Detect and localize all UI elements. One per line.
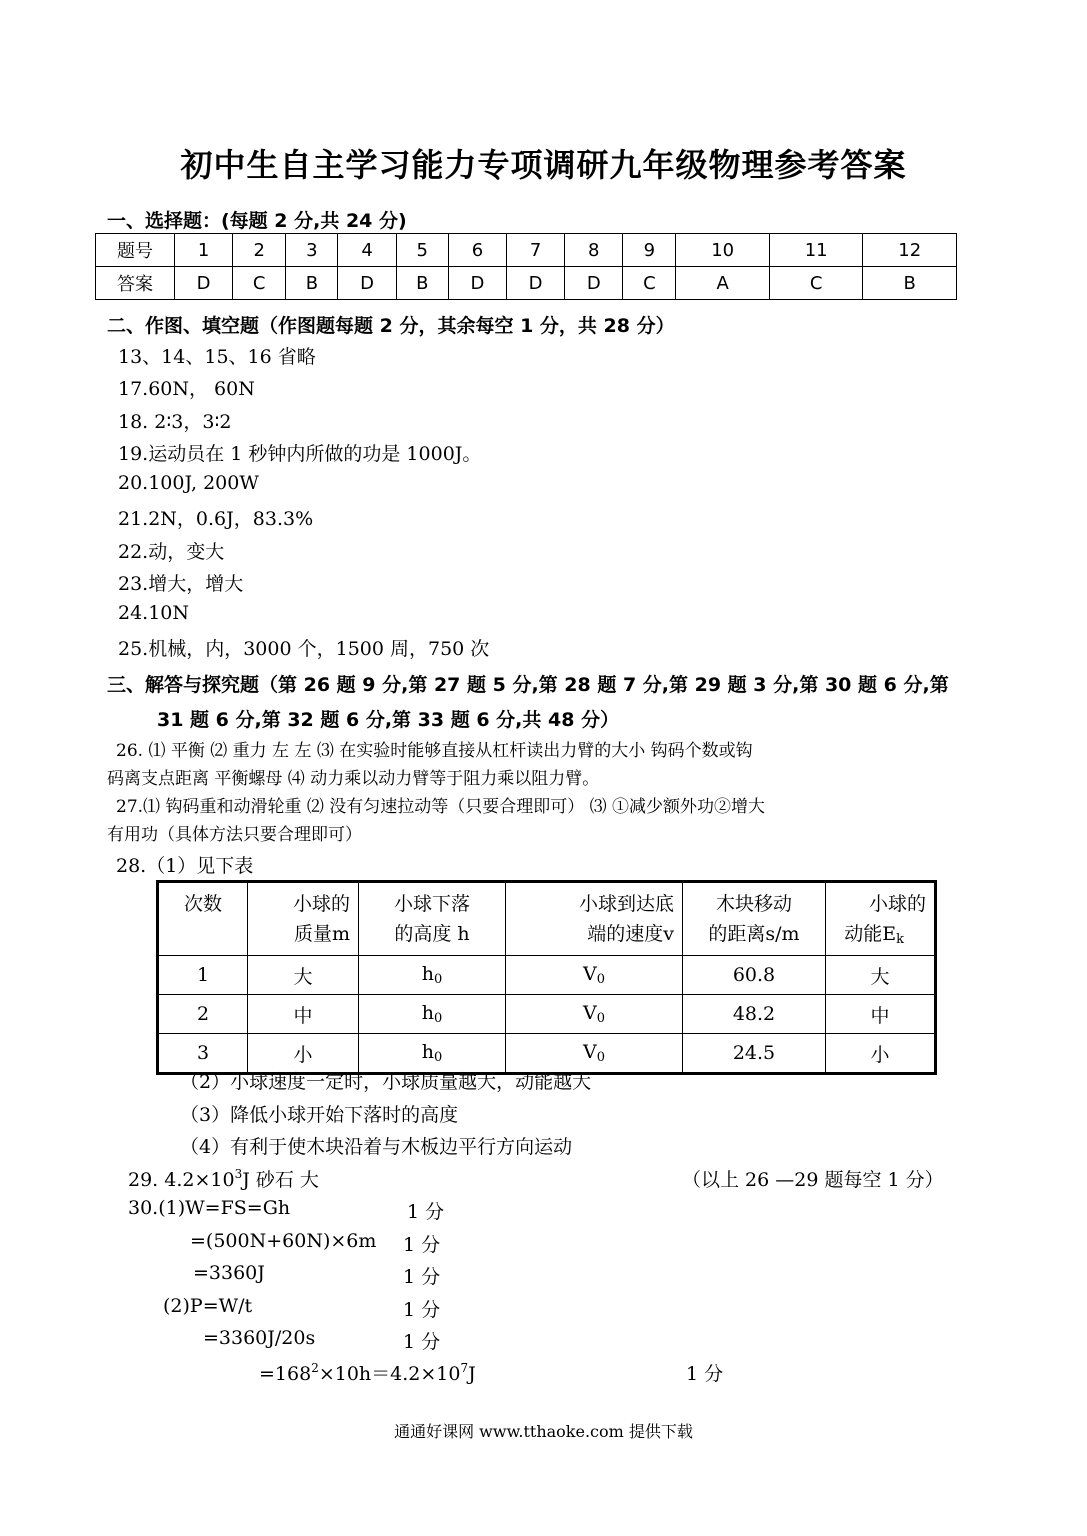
cell: 24.5 bbox=[683, 1034, 826, 1074]
header-cell bbox=[248, 882, 359, 956]
cell-text: h bbox=[421, 1041, 434, 1063]
q30-step: =3360J/20s bbox=[203, 1327, 316, 1349]
question-number: 7 bbox=[507, 234, 565, 267]
q30-step: =3360J bbox=[193, 1262, 265, 1284]
cell bbox=[506, 956, 683, 995]
answer-line: 19.运动员在 1 秒钟内所做的功是 1000J。 bbox=[118, 443, 482, 465]
experiment-table bbox=[156, 880, 937, 1075]
answer-line: 17.60N， 60N bbox=[118, 378, 255, 400]
superscript: 2 bbox=[311, 1361, 319, 1375]
q26-answer-cont: 码离支点距离 平衡螺母 ⑷ 动力乘以动力臂等于阻力乘以阻力臂。 bbox=[107, 769, 600, 789]
question-number: 11 bbox=[769, 234, 862, 267]
footer-credit: 通通好课网 www.tthaoke.com 提供下载 bbox=[394, 1422, 693, 1441]
q29-text: J 砂石 大 bbox=[242, 1169, 319, 1191]
q26-answer: 26. ⑴ 平衡 ⑵ 重力 左 左 ⑶ 在实验时能够直接从杠杆读出力臂的大小 钩码个数或钩 bbox=[116, 741, 753, 761]
question-number: 3 bbox=[286, 234, 338, 267]
subscript: 0 bbox=[596, 1050, 605, 1065]
cell bbox=[506, 995, 683, 1034]
subscript: 0 bbox=[596, 972, 605, 987]
answer-cell: D bbox=[565, 267, 623, 300]
cell: 2 bbox=[158, 995, 248, 1034]
section2-heading: 二、作图、填空题（作图题每题 2 分，其余每空 1 分，共 28 分） bbox=[107, 315, 675, 337]
q30-text: =168 bbox=[259, 1363, 312, 1385]
question-number: 5 bbox=[396, 234, 448, 267]
question-number: 6 bbox=[448, 234, 506, 267]
q28-note: （3）降低小球开始下落时的高度 bbox=[180, 1104, 459, 1126]
q30-step-last bbox=[259, 1359, 476, 1386]
answer-line: 24.10N bbox=[118, 602, 190, 624]
table-header-row bbox=[158, 882, 936, 956]
number-row bbox=[96, 234, 957, 267]
header-text: 的高度 h bbox=[394, 923, 470, 945]
header-cell bbox=[506, 882, 683, 956]
cell bbox=[359, 956, 506, 995]
cell: 48.2 bbox=[683, 995, 826, 1034]
answer-line: 13、14、15、16 省略 bbox=[118, 346, 316, 368]
q29-note: （以上 26 —29 题每空 1 分） bbox=[682, 1169, 944, 1191]
table-row bbox=[158, 956, 936, 995]
answer-cell: B bbox=[286, 267, 338, 300]
answer-line: 25.机械，内，3000 个，1500 周，750 次 bbox=[118, 638, 490, 660]
header-text: 端的速度v bbox=[587, 923, 674, 945]
header-text: 的距离s/m bbox=[708, 923, 800, 945]
page-title: 初中生自主学习能力专项调研九年级物理参考答案 bbox=[180, 146, 907, 184]
q30-step: (2)P=W/t bbox=[163, 1295, 253, 1317]
header-text: 小球的 bbox=[868, 893, 926, 915]
multiple-choice-table bbox=[95, 233, 957, 300]
cell: 3 bbox=[158, 1034, 248, 1074]
answer-line: 22.动，变大 bbox=[118, 541, 225, 563]
section3-heading-cont: 31 题 6 分,第 32 题 6 分,第 33 题 6 分,共 48 分） bbox=[157, 709, 620, 731]
header-text: 次数 bbox=[183, 893, 222, 915]
cell-text: V bbox=[582, 963, 597, 985]
q30-step: =(500N+60N)×6m bbox=[190, 1230, 377, 1252]
superscript: 3 bbox=[234, 1167, 243, 1181]
answer-cell: C bbox=[233, 267, 286, 300]
q30-score: 1 分 bbox=[407, 1201, 445, 1223]
answer-cell: A bbox=[676, 267, 769, 300]
subscript: k bbox=[896, 932, 904, 947]
q28-note: （4）有利于使木块沿着与木板边平行方向运动 bbox=[180, 1136, 573, 1158]
q30-score: 1 分 bbox=[403, 1331, 441, 1353]
cell: 大 bbox=[248, 956, 359, 995]
q30-score: 1 分 bbox=[686, 1363, 724, 1385]
subscript: 0 bbox=[433, 972, 443, 987]
answer-cell: D bbox=[448, 267, 506, 300]
answer-cell: D bbox=[507, 267, 565, 300]
cell-text: V bbox=[582, 1041, 597, 1063]
answer-row bbox=[96, 267, 957, 300]
question-number: 2 bbox=[233, 234, 286, 267]
row-label: 答案 bbox=[96, 267, 175, 300]
header-text: 小球到达底 bbox=[578, 893, 674, 915]
row-label: 题号 bbox=[96, 234, 175, 267]
question-number: 10 bbox=[676, 234, 769, 267]
section1-heading: 一、选择题：(每题 2 分,共 24 分) bbox=[107, 210, 407, 232]
header-cell bbox=[826, 882, 936, 956]
q30-step: 30.(1)W=FS=Gh bbox=[128, 1197, 291, 1219]
cell: 中 bbox=[248, 995, 359, 1034]
q30-score: 1 分 bbox=[403, 1266, 441, 1288]
q29-answer bbox=[128, 1165, 319, 1192]
table-row bbox=[158, 995, 936, 1034]
cell bbox=[359, 995, 506, 1034]
answer-line: 18. 2∶3，3∶2 bbox=[118, 411, 232, 433]
q30-score: 1 分 bbox=[403, 1299, 441, 1321]
header-text: 小球的 bbox=[292, 893, 350, 915]
q30-text: ×10h＝4.2×10 bbox=[318, 1363, 461, 1385]
answer-cell: D bbox=[338, 267, 396, 300]
q27-answer-cont: 有用功（具体方法只要合理即可） bbox=[107, 825, 362, 845]
cell: 大 bbox=[826, 956, 936, 995]
q27-answer: 27.⑴ 钩码重和动滑轮重 ⑵ 没有匀速拉动等（只要合理即可） ⑶ ①减少额外功②增大 bbox=[116, 797, 766, 817]
subscript: 0 bbox=[433, 1050, 443, 1065]
cell-text: h bbox=[421, 1002, 434, 1024]
subscript: 0 bbox=[433, 1011, 443, 1026]
question-number: 9 bbox=[623, 234, 676, 267]
answer-cell: B bbox=[396, 267, 448, 300]
header-cell bbox=[158, 882, 248, 956]
subscript: 0 bbox=[596, 1011, 605, 1026]
cell-text: h bbox=[421, 963, 434, 985]
answer-line: 23.增大，增大 bbox=[118, 573, 244, 595]
q28-intro: 28.（1）见下表 bbox=[116, 855, 254, 877]
cell: 60.8 bbox=[683, 956, 826, 995]
cell: 小 bbox=[826, 1034, 936, 1074]
header-text: 木块移动 bbox=[715, 893, 792, 915]
answer-line: 20.100J, 200W bbox=[118, 472, 259, 494]
cell: 小 bbox=[248, 1034, 359, 1074]
q30-score: 1 分 bbox=[403, 1234, 441, 1256]
header-text: 动能E bbox=[844, 923, 897, 945]
superscript: 7 bbox=[460, 1361, 469, 1375]
header-text: 质量m bbox=[293, 923, 350, 945]
cell: 中 bbox=[826, 995, 936, 1034]
q28-note: （2）小球速度一定时，小球质量越大，动能越大 bbox=[180, 1071, 592, 1093]
cell-text: V bbox=[582, 1002, 597, 1024]
cell: 1 bbox=[158, 956, 248, 995]
header-text: 小球下落 bbox=[393, 893, 470, 915]
question-number: 8 bbox=[565, 234, 623, 267]
header-cell bbox=[359, 882, 506, 956]
section3-heading: 三、解答与探究题（第 26 题 9 分,第 27 题 5 分,第 28 题 7 分,第 29 题 3 分,第 30 题 6 分,第 bbox=[107, 674, 949, 696]
answer-line: 21.2N，0.6J，83.3% bbox=[118, 508, 314, 530]
answer-cell: B bbox=[863, 267, 957, 300]
answer-cell: C bbox=[623, 267, 676, 300]
question-number: 1 bbox=[175, 234, 233, 267]
header-cell bbox=[683, 882, 826, 956]
question-number: 4 bbox=[338, 234, 396, 267]
answer-cell: C bbox=[769, 267, 862, 300]
q30-text: J bbox=[468, 1363, 476, 1385]
question-number: 12 bbox=[863, 234, 957, 267]
q29-text: 29. 4.2×10 bbox=[128, 1169, 235, 1191]
answer-cell: D bbox=[175, 267, 233, 300]
